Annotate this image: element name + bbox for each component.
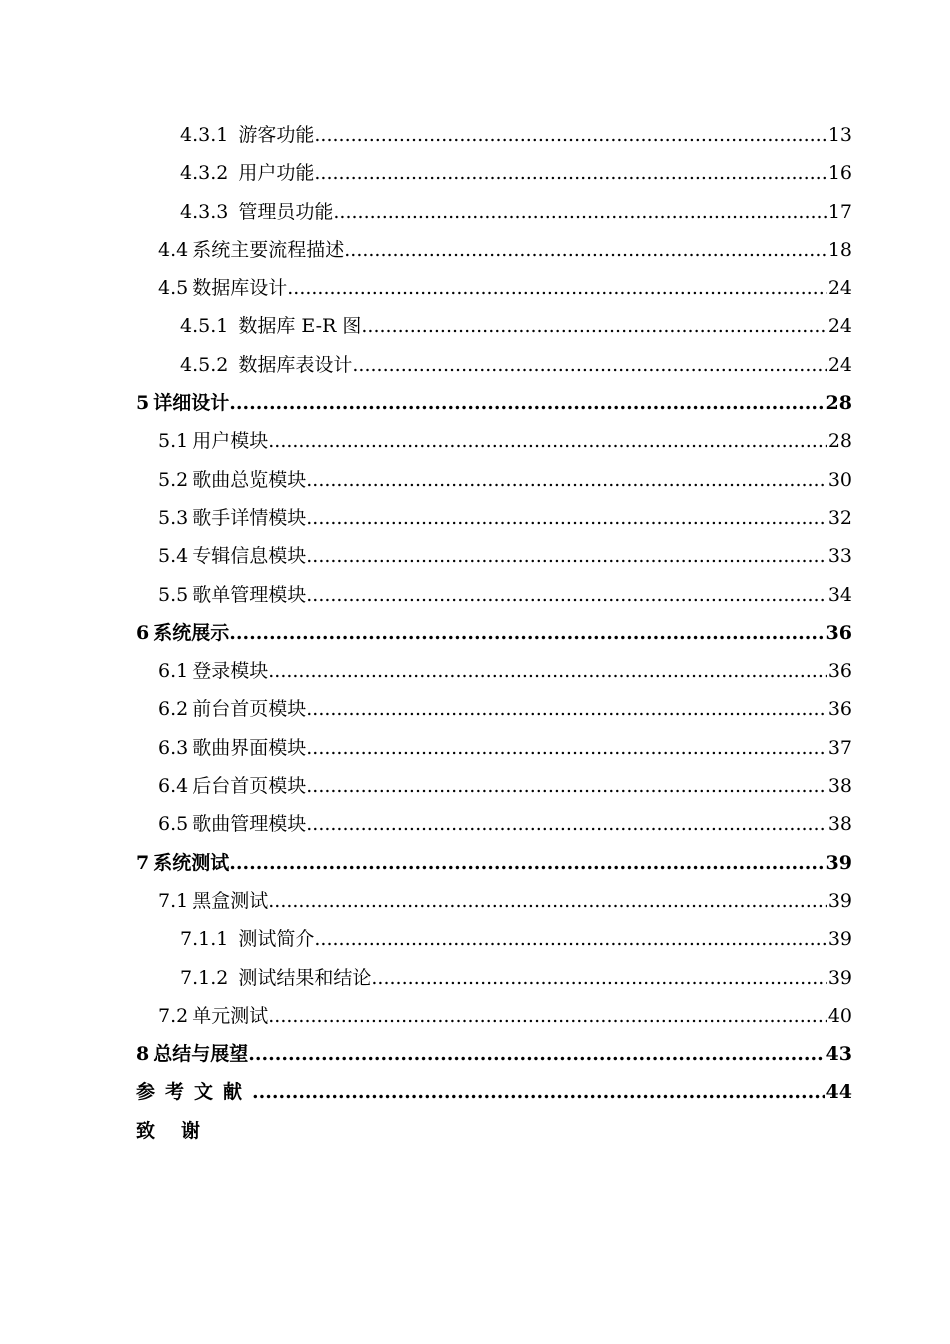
toc-page-number: 18 <box>827 238 852 261</box>
toc-entry-title <box>180 116 314 154</box>
toc-entry-number: 6.4 <box>158 775 189 798</box>
toc-entry-title <box>158 882 268 920</box>
toc-leader-dots <box>268 422 827 460</box>
toc-entry-text: 系统展示 <box>153 621 230 644</box>
toc-entry[interactable] <box>136 537 852 575</box>
toc-leader-dots <box>252 1073 825 1111</box>
toc-page-number: 38 <box>827 775 852 798</box>
toc-entry-title <box>158 997 268 1035</box>
toc-entry-title <box>136 384 229 422</box>
toc-entry-text: 前台首页模块 <box>192 698 307 721</box>
toc-entry-number: 6.1 <box>158 660 189 683</box>
toc-entry-text: 系统测试 <box>153 851 230 874</box>
toc-entry[interactable] <box>136 346 852 384</box>
toc-page-number: 40 <box>827 1004 852 1027</box>
toc-entry[interactable] <box>136 307 852 345</box>
toc-entry-title <box>158 576 306 614</box>
toc-entry[interactable] <box>136 805 852 843</box>
toc-entry[interactable] <box>136 1112 852 1150</box>
toc-entry-title <box>180 346 352 384</box>
toc-entry[interactable] <box>136 882 852 920</box>
toc-entry-text: 黑盒测试 <box>192 889 269 912</box>
toc-entry-number: 4.3.2 <box>180 162 229 185</box>
toc-entry[interactable] <box>136 920 852 958</box>
toc-entry-text: 用户功能 <box>238 162 315 185</box>
toc-leader-dots <box>306 499 827 537</box>
toc-leader-dots <box>333 193 826 231</box>
toc-leader-dots <box>306 461 827 499</box>
toc-page-number: 36 <box>825 621 852 644</box>
toc-entry-text: 歌手详情模块 <box>192 506 307 529</box>
toc-entry[interactable] <box>136 844 852 882</box>
toc-page-number: 28 <box>827 430 852 453</box>
toc-entry-title <box>180 154 314 192</box>
table-of-contents <box>136 116 852 1150</box>
toc-entry-number: 7.1.1 <box>180 928 229 951</box>
toc-entry[interactable] <box>136 1073 852 1111</box>
toc-leader-dots <box>314 154 826 192</box>
toc-page-number: 39 <box>827 966 852 989</box>
toc-entry-text: 游客功能 <box>238 124 315 146</box>
toc-entry-title <box>158 767 306 805</box>
toc-entry-title <box>158 461 306 499</box>
toc-entry-text: 后台首页模块 <box>192 775 307 798</box>
toc-entry[interactable] <box>136 269 852 307</box>
toc-page-number: 24 <box>827 277 852 300</box>
toc-entry-number: 7 <box>136 851 150 874</box>
toc-leader-dots <box>352 346 826 384</box>
toc-leader-dots <box>314 116 826 154</box>
toc-entry-number: 5.4 <box>158 545 189 568</box>
toc-entry-text: 歌曲总览模块 <box>192 468 307 491</box>
toc-entry-text: 歌单管理模块 <box>192 583 307 606</box>
toc-entry-text: 数据库设计 <box>192 277 288 300</box>
toc-entry[interactable] <box>136 614 852 652</box>
toc-leader-dots <box>361 307 826 345</box>
toc-entry[interactable] <box>136 193 852 231</box>
toc-leader-dots <box>229 844 824 882</box>
toc-page-number: 28 <box>825 392 852 415</box>
toc-entry-number: 5.2 <box>158 468 189 491</box>
toc-entry-text: 歌曲管理模块 <box>192 813 307 836</box>
toc-leader-dots <box>306 729 827 767</box>
toc-entry[interactable] <box>136 461 852 499</box>
toc-entry-title <box>136 1073 252 1111</box>
toc-entry[interactable] <box>136 959 852 997</box>
toc-entry-title <box>158 231 344 269</box>
toc-entry-title <box>158 499 306 537</box>
toc-entry-title <box>158 537 306 575</box>
toc-entry-text: 专辑信息模块 <box>192 545 307 568</box>
toc-entry-number: 8 <box>136 1043 150 1066</box>
toc-entry-title <box>158 652 268 690</box>
toc-entry-text: 管理员功能 <box>238 200 334 223</box>
toc-page-number: 36 <box>827 660 852 683</box>
toc-entry[interactable] <box>136 690 852 728</box>
toc-entry-title <box>180 920 314 958</box>
toc-entry-title <box>180 959 371 997</box>
toc-leader-dots <box>371 959 826 997</box>
toc-entry-text: 致谢 <box>136 1119 227 1142</box>
toc-entry-text: 数据库表设计 <box>238 353 353 376</box>
toc-page-number: 33 <box>827 545 852 568</box>
toc-entry-number: 6.5 <box>158 813 189 836</box>
toc-page-number: 38 <box>827 813 852 836</box>
toc-entry-text: 登录模块 <box>192 660 269 683</box>
toc-leader-dots <box>306 576 827 614</box>
toc-entry-number: 7.1 <box>158 889 189 912</box>
toc-entry-title <box>136 1035 248 1073</box>
toc-entry-text: 测试结果和结论 <box>238 966 372 989</box>
toc-entry[interactable] <box>136 997 852 1035</box>
toc-entry[interactable] <box>136 499 852 537</box>
toc-leader-dots <box>314 920 826 958</box>
toc-page-number: 13 <box>827 124 852 146</box>
toc-leader-dots <box>287 269 827 307</box>
toc-entry[interactable] <box>136 231 852 269</box>
toc-page-number: 39 <box>827 928 852 951</box>
toc-entry-number: 5.5 <box>158 583 189 606</box>
toc-page-number: 37 <box>827 736 852 759</box>
toc-leader-dots <box>268 997 827 1035</box>
toc-entry[interactable] <box>136 1035 852 1073</box>
toc-entry-number: 4.3.3 <box>180 200 229 223</box>
toc-entry-number: 4.5.2 <box>180 353 229 376</box>
toc-page-number: 32 <box>827 506 852 529</box>
toc-entry-number: 5.1 <box>158 430 189 453</box>
toc-entry-number: 4.5 <box>158 277 189 300</box>
toc-entry[interactable] <box>136 767 852 805</box>
toc-page-number: 30 <box>827 468 852 491</box>
toc-leader-dots <box>268 882 827 920</box>
toc-entry[interactable] <box>136 652 852 690</box>
toc-page-number: 34 <box>827 583 852 606</box>
toc-entry-text: 总结与展望 <box>153 1043 249 1066</box>
toc-entry-title <box>158 422 268 460</box>
toc-entry-title <box>136 1112 226 1150</box>
toc-entry[interactable] <box>136 576 852 614</box>
toc-page-number: 39 <box>827 889 852 912</box>
toc-entry-text: 详细设计 <box>153 392 230 415</box>
toc-entry-number: 4.5.1 <box>180 315 229 338</box>
toc-entry-number: 7.1.2 <box>180 966 229 989</box>
toc-leader-dots <box>268 652 827 690</box>
toc-page-number: 44 <box>825 1081 852 1104</box>
toc-entry-title <box>158 805 306 843</box>
toc-entry[interactable] <box>136 729 852 767</box>
toc-entry-number: 5 <box>136 392 150 415</box>
toc-leader-dots <box>306 767 827 805</box>
toc-entry-title <box>180 193 333 231</box>
toc-entry-title <box>136 614 229 652</box>
toc-leader-dots <box>306 537 827 575</box>
toc-leader-dots <box>229 384 824 422</box>
toc-leader-dots <box>306 690 827 728</box>
toc-entry-text: 歌曲界面模块 <box>192 736 307 759</box>
toc-entry-title <box>180 307 361 345</box>
toc-entry-number: 6 <box>136 621 150 644</box>
toc-page-number: 43 <box>825 1043 852 1066</box>
toc-entry-title <box>158 269 287 307</box>
toc-entry[interactable] <box>136 384 852 422</box>
toc-page-number: 39 <box>825 851 852 874</box>
toc-entry[interactable] <box>136 154 852 192</box>
toc-entry-title <box>158 690 306 728</box>
toc-entry[interactable] <box>136 422 852 460</box>
toc-entry-text: 系统主要流程描述 <box>192 238 345 261</box>
toc-entry-number: 6.3 <box>158 736 189 759</box>
toc-entry-text: 单元测试 <box>192 1004 269 1027</box>
toc-entry-number: 7.2 <box>158 1004 189 1027</box>
toc-entry-number: 4.3.1 <box>180 124 229 146</box>
toc-page-number: 16 <box>827 162 852 185</box>
toc-entry-number: 4.4 <box>158 238 189 261</box>
toc-entry-title <box>158 729 306 767</box>
toc-entry-number: 6.2 <box>158 698 189 721</box>
toc-entry-text: 用户模块 <box>192 430 269 453</box>
toc-leader-dots <box>229 614 824 652</box>
toc-entry-text: 测试简介 <box>238 928 315 951</box>
toc-entry-text: 参考文献 <box>136 1081 253 1104</box>
toc-leader-dots <box>306 805 827 843</box>
toc-leader-dots <box>248 1035 824 1073</box>
toc-page-number: 36 <box>827 698 852 721</box>
toc-entry-text: 数据库 E-R 图 <box>238 315 362 338</box>
toc-leader-dots <box>344 231 827 269</box>
toc-page-number: 24 <box>827 315 852 338</box>
toc-entry-number: 5.3 <box>158 506 189 529</box>
toc-entry-title <box>136 844 229 882</box>
toc-page-number: 17 <box>827 200 852 223</box>
toc-page-number: 24 <box>827 353 852 376</box>
toc-entry[interactable] <box>136 116 852 154</box>
